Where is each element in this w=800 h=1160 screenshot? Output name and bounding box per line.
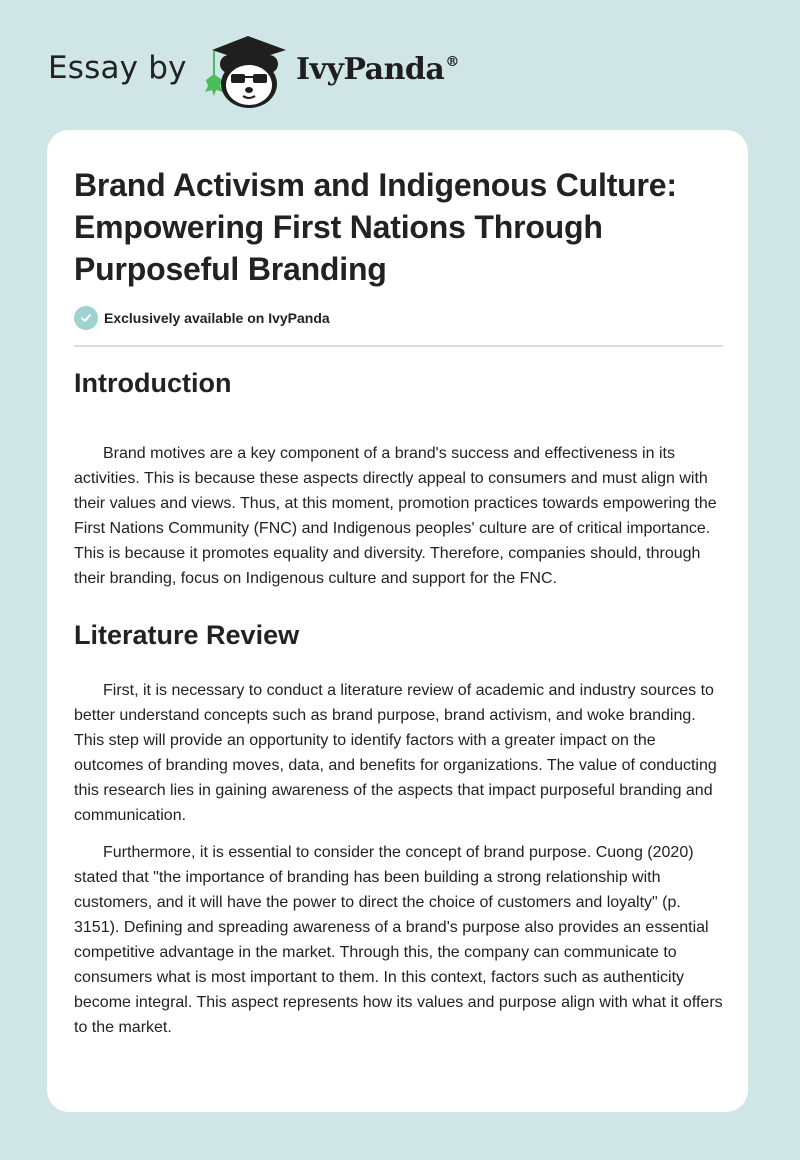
title-divider — [74, 345, 723, 347]
registered-mark: ® — [445, 54, 459, 70]
brand-name-text: IvyPanda — [296, 52, 445, 87]
essay-by-label: Essay by — [48, 50, 187, 86]
section-heading-introduction: Introduction — [74, 368, 232, 398]
exclusive-badge — [74, 306, 330, 330]
panda-graduation-cap-icon[interactable] — [202, 34, 294, 110]
paragraph: Furthermore, it is essential to consider the concept of brand purpose. Cuong (2020) stated that "the importance of branding has been building a strong relationship with customers, and it will have the power to direct the choice of customers and loyalty" (p. 3151). Defining and spreading awareness of a brand's purpose also provides an essential competitive advantage in the market. Through this, the company can communicate to consumers what is most important to them. In this context, factors such as authenticity become integral. This aspect represents how its values and purpose align with what it offers to the market. — [74, 844, 723, 1036]
site-header — [0, 0, 800, 130]
essay-card — [47, 130, 748, 1112]
section-heading-literature-review: Literature Review — [74, 620, 300, 650]
paragraph: First, it is necessary to conduct a literature review of academic and industry sources to better understand concepts such as brand purpose, brand activism, and woke branding. This step will provide an opportunity to identify factors with a greater impact on the outcomes of branding moves, data, and benefits for organizations. The value of conducting this research lies in gaining awareness of the aspects that impact purposeful branding and communication. — [74, 682, 717, 824]
brand-name[interactable] — [296, 52, 459, 87]
exclusive-text: Exclusively available on IvyPanda — [104, 310, 330, 326]
paragraph: Brand motives are a key component of a brand's success and effectiveness in its activities. This is because these aspects directly appeal to consumers and must align with their values and views. Thus, at this moment, promotion practices towards empowering the First Nations Community (FNC) and Indigenous peoples' culture are of critical importance. This is because it promotes equality and diversity. Therefore, companies should, through their branding, focus on Indigenous culture and support for the FNC. — [74, 445, 717, 587]
check-icon — [74, 306, 98, 330]
essay-title: Brand Activism and Indigenous Culture: Empowering First Nations Through Purposeful Branding — [74, 167, 677, 287]
